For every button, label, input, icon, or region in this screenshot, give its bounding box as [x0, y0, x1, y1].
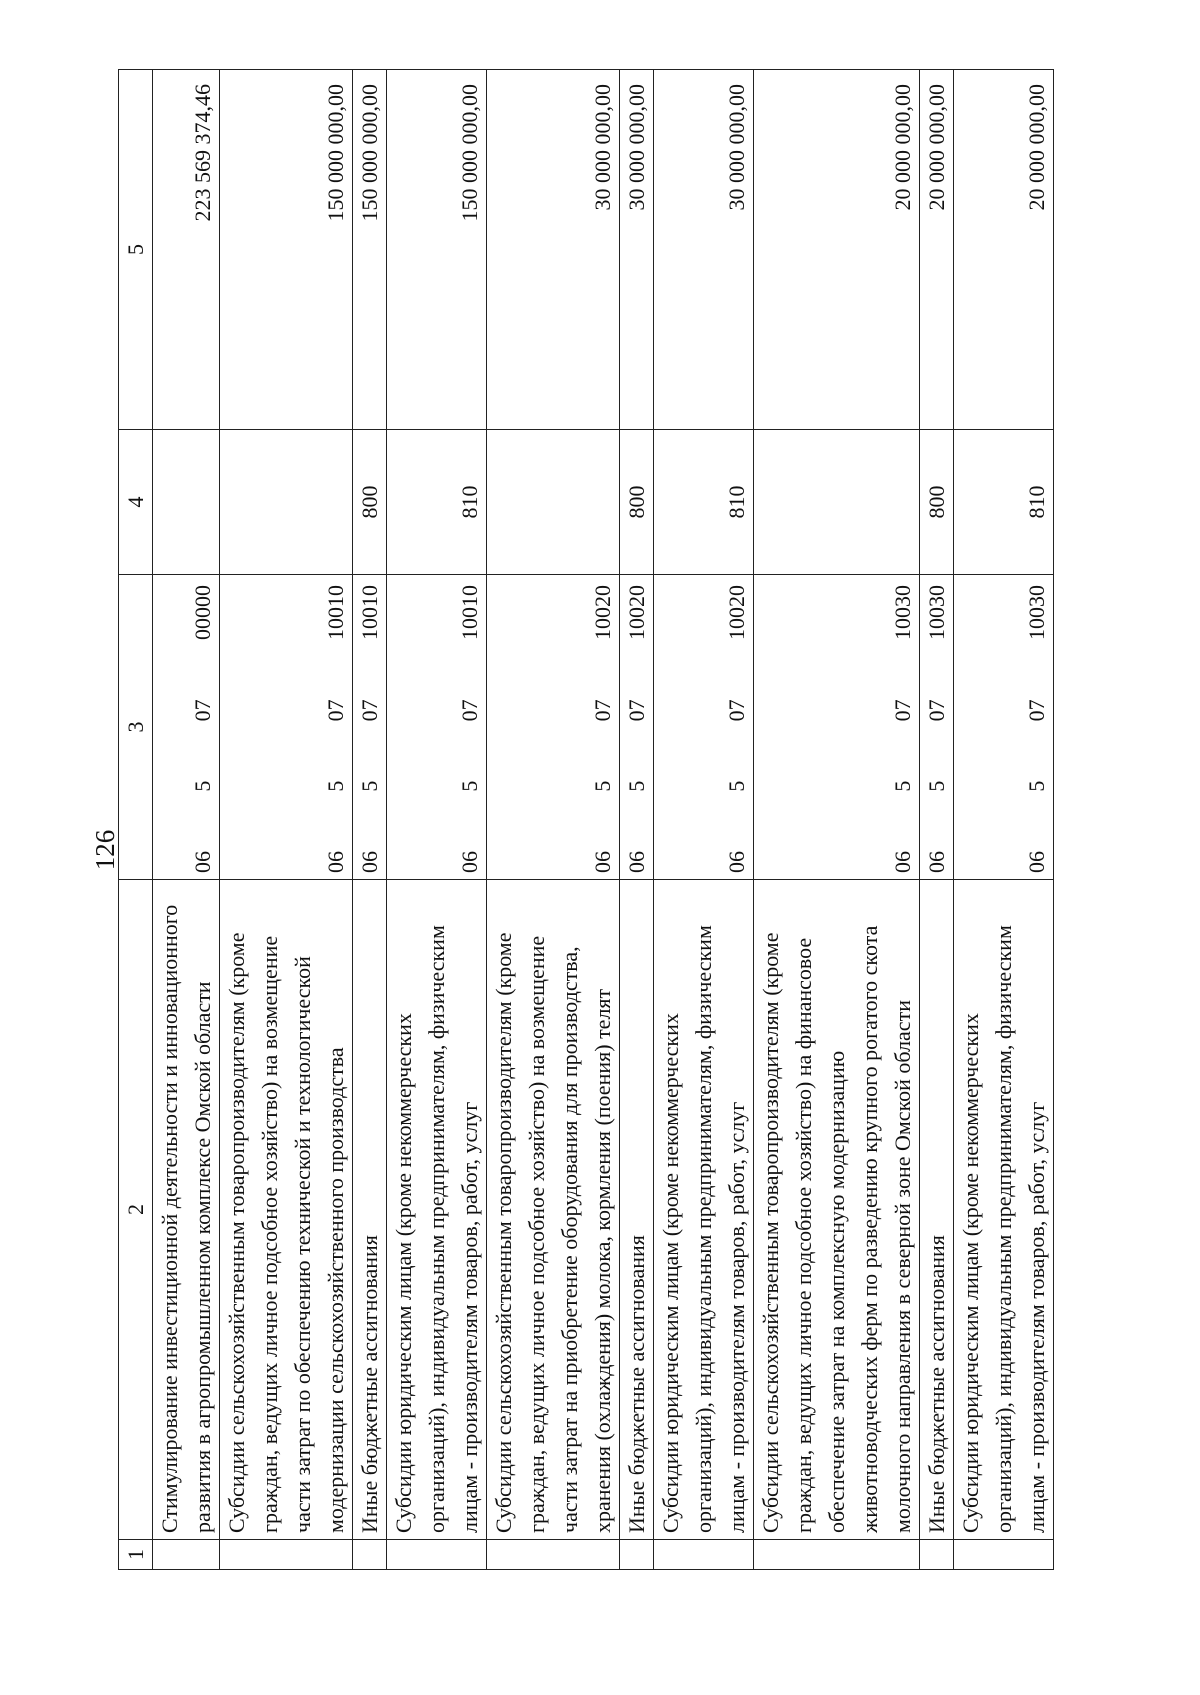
table-row: [353, 70, 387, 1570]
target-code-cell: [654, 575, 754, 880]
item-name-cell: Иные бюджетные ассигнования: [620, 880, 654, 1540]
code-segment: 07: [1024, 699, 1049, 722]
code-segment: 00000: [190, 585, 215, 641]
column-header: 5: [119, 70, 153, 430]
target-code: [920, 575, 953, 879]
code-segment: 5: [924, 780, 949, 792]
code-segment: 5: [323, 780, 348, 792]
target-code: [319, 575, 352, 879]
amount-cell: 20 000 000,00: [920, 70, 954, 430]
expense-type-cell: 810: [654, 430, 754, 575]
item-name-cell: Субсидии сельскохозяйственным товаропроизводителям (кроме граждан, ведущих личное подсобное хозяйство) на финансовое обеспечение затрат на комплексную модернизацию животноводческих ферм по разведению крупного рогатого скота молочного направления в северной зоне Омской области: [754, 880, 920, 1540]
table-row: [754, 70, 920, 1570]
amount-cell: 30 000 000,00: [487, 70, 620, 430]
page-number: 126: [90, 829, 120, 871]
row-number-cell: [220, 1540, 353, 1570]
row-number-cell: [353, 1540, 387, 1570]
code-segment: 5: [590, 780, 615, 792]
item-name-cell: Субсидии сельскохозяйственным товаропроизводителям (кроме граждан, ведущих личное подсобное хозяйство) на возмещение части затрат на приобретение оборудования для производства, хранения (охлаждения) молока, кормления (поения) телят: [487, 880, 620, 1540]
code-segment: 10010: [323, 585, 348, 641]
code-segment: 06: [457, 851, 482, 873]
item-name-cell: Субсидии юридическим лицам (кроме некоммерческих организаций), индивидуальным предпринимателям, физическим лицам - производителям товаров, работ, услуг: [387, 880, 487, 1540]
code-segment: 10010: [357, 585, 382, 641]
code-segment: 5: [724, 780, 749, 792]
row-number-cell: [754, 1540, 920, 1570]
code-segment: 07: [890, 699, 915, 722]
code-segment: 10030: [924, 585, 949, 641]
row-number-cell: [487, 1540, 620, 1570]
table-row: [487, 70, 620, 1570]
code-segment: 07: [924, 699, 949, 722]
code-segment: 10020: [624, 585, 649, 641]
code-segment: 10010: [457, 585, 482, 641]
item-name-cell: Иные бюджетные ассигнования: [920, 880, 954, 1540]
expense-type-cell: 800: [620, 430, 654, 575]
table-row: [220, 70, 353, 1570]
code-segment: 5: [624, 780, 649, 792]
code-segment: 07: [590, 699, 615, 722]
table-row: [620, 70, 654, 1570]
expense-type-cell: 810: [387, 430, 487, 575]
target-code-cell: [153, 575, 220, 880]
code-segment: 07: [190, 699, 215, 722]
table-row: [920, 70, 954, 1570]
target-code-cell: [954, 575, 1054, 880]
code-segment: 07: [457, 699, 482, 722]
target-code-cell: [387, 575, 487, 880]
target-code-cell: [220, 575, 353, 880]
code-segment: 10030: [1024, 585, 1049, 641]
expense-type-cell: [487, 430, 620, 575]
row-number-cell: [954, 1540, 1054, 1570]
amount-cell: 30 000 000,00: [620, 70, 654, 430]
target-code: [453, 575, 486, 879]
target-code: [586, 575, 619, 879]
code-segment: 5: [190, 780, 215, 792]
target-code-cell: [920, 575, 954, 880]
column-header: 1: [119, 1540, 153, 1570]
code-segment: 06: [590, 851, 615, 873]
target-code-cell: [353, 575, 387, 880]
amount-cell: 30 000 000,00: [654, 70, 754, 430]
expense-type-cell: 800: [920, 430, 954, 575]
code-segment: 07: [724, 699, 749, 722]
code-segment: 06: [724, 851, 749, 873]
code-segment: 5: [890, 780, 915, 792]
rotated-page-content: [118, 70, 1098, 1570]
code-segment: 06: [190, 851, 215, 873]
expense-type-cell: 810: [954, 430, 1054, 575]
column-number-row: [119, 70, 153, 1570]
code-segment: 5: [1024, 780, 1049, 792]
target-code: [620, 575, 653, 879]
expense-type-cell: [754, 430, 920, 575]
target-code: [1020, 575, 1053, 879]
column-header: 3: [119, 575, 153, 880]
expense-type-cell: 800: [353, 430, 387, 575]
column-header: 4: [119, 430, 153, 575]
budget-table: [118, 69, 1054, 1570]
item-name-cell: Субсидии юридическим лицам (кроме некоммерческих организаций), индивидуальным предпринимателям, физическим лицам - производителям товаров, работ, услуг: [654, 880, 754, 1540]
table-row: [153, 70, 220, 1570]
item-name-cell: Субсидии сельскохозяйственным товаропроизводителям (кроме граждан, ведущих личное подсобное хозяйство) на возмещение части затрат по обеспечению технической и технологической модернизации сельскохозяйственного производства: [220, 880, 353, 1540]
amount-cell: 150 000 000,00: [387, 70, 487, 430]
expense-type-cell: [153, 430, 220, 575]
code-segment: 06: [924, 851, 949, 873]
code-segment: 06: [357, 851, 382, 873]
code-segment: 10020: [590, 585, 615, 641]
amount-cell: 150 000 000,00: [220, 70, 353, 430]
amount-cell: 20 000 000,00: [954, 70, 1054, 430]
code-segment: 06: [1024, 851, 1049, 873]
target-code: [886, 575, 919, 879]
row-number-cell: [920, 1540, 954, 1570]
row-number-cell: [620, 1540, 654, 1570]
code-segment: 06: [624, 851, 649, 873]
code-segment: 07: [624, 699, 649, 722]
item-name-cell: Иные бюджетные ассигнования: [353, 880, 387, 1540]
table-row: [954, 70, 1054, 1570]
code-segment: 07: [323, 699, 348, 722]
item-name-cell: Субсидии юридическим лицам (кроме некоммерческих организаций), индивидуальным предпринимателям, физическим лицам - производителям товаров, работ, услуг: [954, 880, 1054, 1540]
target-code-cell: [754, 575, 920, 880]
amount-cell: 20 000 000,00: [754, 70, 920, 430]
code-segment: 06: [890, 851, 915, 873]
code-segment: 5: [457, 780, 482, 792]
row-number-cell: [153, 1540, 220, 1570]
code-segment: 10030: [890, 585, 915, 641]
target-code-cell: [620, 575, 654, 880]
code-segment: 5: [357, 780, 382, 792]
table-row: [387, 70, 487, 1570]
code-segment: 07: [357, 699, 382, 722]
code-segment: 10020: [724, 585, 749, 641]
row-number-cell: [387, 1540, 487, 1570]
column-header: 2: [119, 880, 153, 1540]
table-row: [654, 70, 754, 1570]
target-code-cell: [487, 575, 620, 880]
target-code: [353, 575, 386, 879]
row-number-cell: [654, 1540, 754, 1570]
code-segment: 06: [323, 851, 348, 873]
target-code: [186, 575, 219, 879]
amount-cell: 223 569 374,46: [153, 70, 220, 430]
item-name-cell: Стимулирование инвестиционной деятельности и инновационного развития в агропромышленном комплексе Омской области: [153, 880, 220, 1540]
expense-type-cell: [220, 430, 353, 575]
amount-cell: 150 000 000,00: [353, 70, 387, 430]
target-code: [720, 575, 753, 879]
